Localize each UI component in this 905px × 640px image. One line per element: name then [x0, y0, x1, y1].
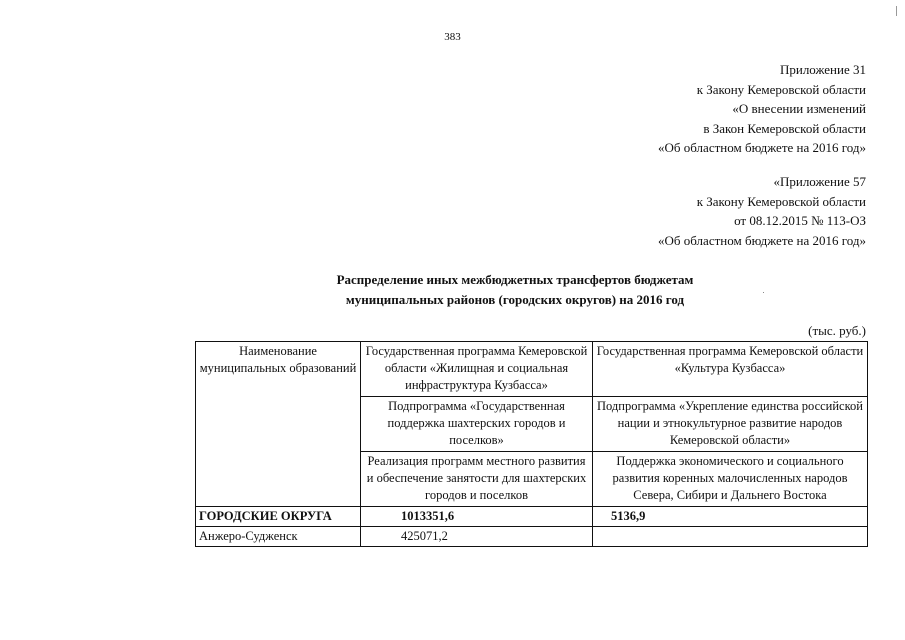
appendix-57-header — [658, 172, 866, 250]
appendix-57-line: от 08.12.2015 № 113-ОЗ — [734, 213, 866, 228]
document-title-line-1: Распределение иных межбюджетных трансфертов бюджетам — [336, 272, 694, 287]
row-name: Анжеро-Судженск — [196, 527, 361, 547]
document-title — [300, 270, 730, 309]
table-header-row-program — [196, 342, 868, 397]
document-title-line-2: муниципальных районов (городских округов) на 2016 год — [345, 291, 685, 307]
appendix-31-line: Приложение 31 — [779, 62, 866, 77]
header-col3-program: Государственная программа Кемеровской области «Культура Кузбасса» — [593, 342, 868, 397]
header-col2-measure: Реализация программ местного развития и обеспечение занятости для шахтерских городов и поселков — [361, 452, 593, 507]
appendix-57-line: «Об областном бюджете на 2016 год» — [658, 232, 866, 248]
row-col3-value: 5136,9 — [593, 507, 868, 527]
header-col3-measure: Поддержка экономического и социального развития коренных малочисленных народов Севера, Сибири и Дальнего Востока — [593, 452, 868, 507]
appendix-57-line: «Приложение 57 — [773, 174, 866, 189]
transfers-table — [195, 341, 868, 547]
row-col2-value: 425071,2 — [361, 527, 593, 547]
header-municipality: Наименование муниципальных образований — [196, 342, 361, 507]
row-name: ГОРОДСКИЕ ОКРУГА — [196, 507, 361, 527]
page-edge-mark — [896, 6, 897, 16]
appendix-57-line: к Закону Кемеровской области — [696, 193, 866, 209]
appendix-31-line: в Закон Кемеровской области — [703, 120, 866, 136]
units-label: (тыс. руб.) — [808, 323, 866, 338]
appendix-31-line: «О внесении изменений — [732, 101, 866, 116]
appendix-31-line: к Закону Кемеровской области — [696, 81, 866, 97]
scan-speck — [763, 292, 764, 293]
header-col3-subprogram: Подпрограмма «Укрепление единства российской нации и этнокультурное развитие народов Кемеровской области» — [593, 397, 868, 452]
row-col3-value — [593, 527, 868, 547]
row-col2-value: 1013351,6 — [361, 507, 593, 527]
table-row — [196, 527, 868, 547]
header-col2-subprogram: Подпрограмма «Государственная поддержка шахтерских городов и поселков» — [361, 397, 593, 452]
table-row — [196, 507, 868, 527]
appendix-31-header — [658, 60, 866, 158]
header-col2-program: Государственная программа Кемеровской области «Жилищная и социальная инфраструктура Кузбасса» — [361, 342, 593, 397]
page-number: 383 — [444, 31, 461, 43]
appendix-31-line: «Об областном бюджете на 2016 год» — [658, 140, 866, 155]
